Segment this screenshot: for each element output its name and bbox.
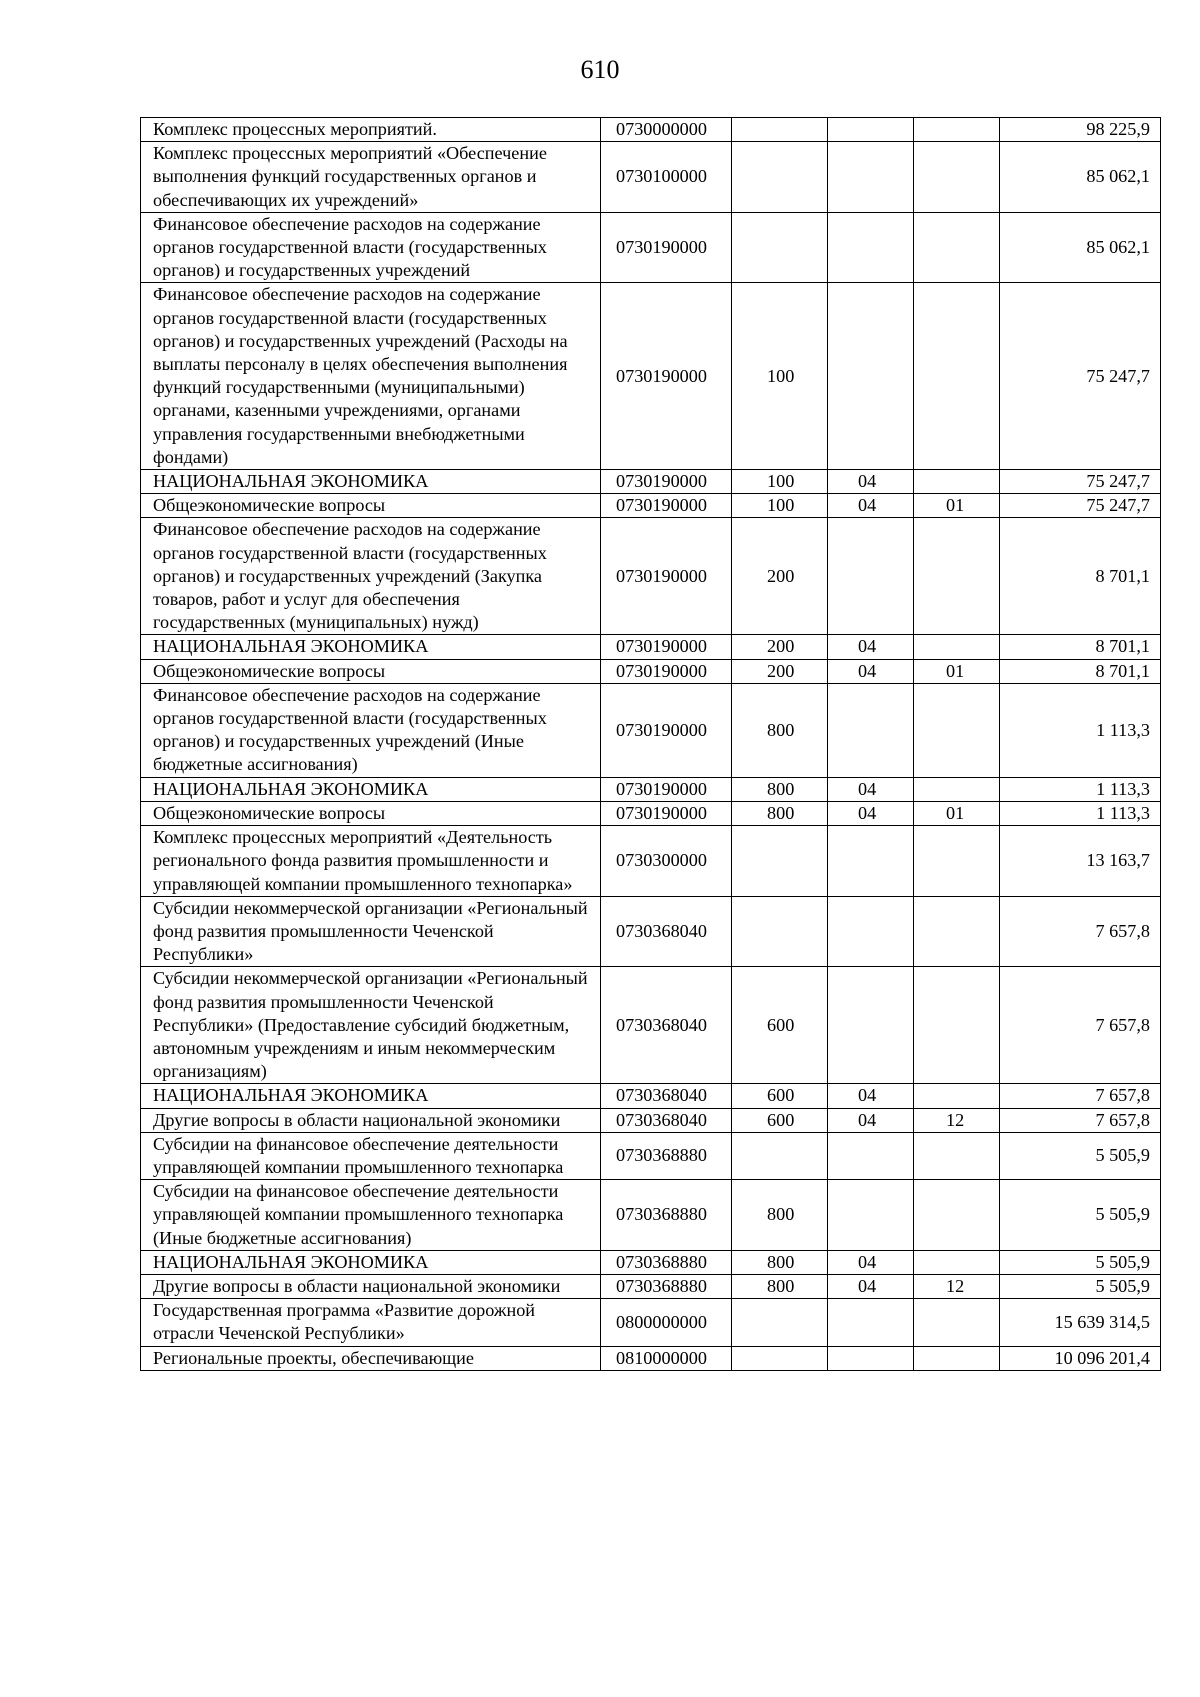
- target-code-cell: 0730190000: [601, 494, 732, 518]
- row-name-cell: Субсидии на финансовое обеспечение деятельности управляющей компании промышленного технопарка: [141, 1132, 601, 1179]
- target-code-cell: 0730368040: [601, 1084, 732, 1108]
- section-cell: 04: [828, 1274, 914, 1298]
- target-code-cell: 0810000000: [601, 1346, 732, 1370]
- target-code-cell: 0800000000: [601, 1299, 732, 1346]
- target-code-cell: 0730190000: [601, 518, 732, 635]
- amount-cell: 10 096 201,4: [1000, 1346, 1161, 1370]
- table-row: [141, 1274, 1161, 1298]
- row-name-cell: НАЦИОНАЛЬНАЯ ЭКОНОМИКА: [141, 1084, 601, 1108]
- row-name-cell: Региональные проекты, обеспечивающие: [141, 1346, 601, 1370]
- amount-cell: 8 701,1: [1000, 635, 1161, 659]
- expense-type-cell: 600: [732, 1084, 828, 1108]
- target-code-cell: 0730368040: [601, 896, 732, 967]
- table-row: [141, 777, 1161, 801]
- section-cell: 04: [828, 635, 914, 659]
- subsection-cell: [914, 1250, 1000, 1274]
- section-cell: 04: [828, 470, 914, 494]
- target-code-cell: 0730190000: [601, 635, 732, 659]
- subsection-cell: [914, 518, 1000, 635]
- expense-type-cell: 200: [732, 518, 828, 635]
- row-name-cell: Общеэкономические вопросы: [141, 659, 601, 683]
- amount-cell: 8 701,1: [1000, 518, 1161, 635]
- row-name-cell: НАЦИОНАЛЬНАЯ ЭКОНОМИКА: [141, 635, 601, 659]
- section-cell: [828, 1346, 914, 1370]
- table-row: [141, 826, 1161, 897]
- target-code-cell: 0730190000: [601, 470, 732, 494]
- section-cell: 04: [828, 1084, 914, 1108]
- row-name-cell: Комплекс процессных мероприятий «Деятельность регионального фонда развития промышленности и управляющей компании промышленного технопарка»: [141, 826, 601, 897]
- subsection-cell: [914, 142, 1000, 213]
- subsection-cell: 01: [914, 494, 1000, 518]
- table-row: [141, 118, 1161, 142]
- row-name-cell: Финансовое обеспечение расходов на содержание органов государственной власти (государственных органов) и государственных учреждений: [141, 212, 601, 283]
- subsection-cell: 12: [914, 1274, 1000, 1298]
- amount-cell: 7 657,8: [1000, 1084, 1161, 1108]
- amount-cell: 7 657,8: [1000, 1108, 1161, 1132]
- table-row: [141, 1299, 1161, 1346]
- expense-type-cell: 800: [732, 777, 828, 801]
- amount-cell: 5 505,9: [1000, 1250, 1161, 1274]
- section-cell: 04: [828, 659, 914, 683]
- subsection-cell: [914, 212, 1000, 283]
- expense-type-cell: [732, 212, 828, 283]
- target-code-cell: 0730190000: [601, 212, 732, 283]
- target-code-cell: 0730368880: [601, 1250, 732, 1274]
- target-code-cell: 0730190000: [601, 777, 732, 801]
- section-cell: [828, 283, 914, 470]
- subsection-cell: [914, 826, 1000, 897]
- amount-cell: 8 701,1: [1000, 659, 1161, 683]
- row-name-cell: НАЦИОНАЛЬНАЯ ЭКОНОМИКА: [141, 1250, 601, 1274]
- amount-cell: 1 113,3: [1000, 777, 1161, 801]
- expense-type-cell: [732, 142, 828, 213]
- section-cell: [828, 142, 914, 213]
- subsection-cell: [914, 1132, 1000, 1179]
- section-cell: [828, 1299, 914, 1346]
- table-row: [141, 283, 1161, 470]
- expense-type-cell: 100: [732, 494, 828, 518]
- table-row: [141, 1132, 1161, 1179]
- target-code-cell: 0730368880: [601, 1132, 732, 1179]
- expense-type-cell: 800: [732, 1250, 828, 1274]
- target-code-cell: 0730190000: [601, 659, 732, 683]
- target-code-cell: 0730000000: [601, 118, 732, 142]
- subsection-cell: [914, 283, 1000, 470]
- expense-type-cell: 200: [732, 659, 828, 683]
- target-code-cell: 0730368880: [601, 1274, 732, 1298]
- subsection-cell: [914, 1346, 1000, 1370]
- table-row: [141, 212, 1161, 283]
- row-name-cell: Финансовое обеспечение расходов на содержание органов государственной власти (государственных органов) и государственных учреждений (Иные бюджетные ассигнования): [141, 683, 601, 777]
- subsection-cell: [914, 777, 1000, 801]
- subsection-cell: 12: [914, 1108, 1000, 1132]
- table-row: [141, 683, 1161, 777]
- table-row: [141, 142, 1161, 213]
- target-code-cell: 0730368880: [601, 1180, 732, 1251]
- expense-type-cell: 800: [732, 1180, 828, 1251]
- row-name-cell: Государственная программа «Развитие дорожной отрасли Чеченской Республики»: [141, 1299, 601, 1346]
- row-name-cell: Общеэкономические вопросы: [141, 494, 601, 518]
- amount-cell: 5 505,9: [1000, 1132, 1161, 1179]
- amount-cell: 13 163,7: [1000, 826, 1161, 897]
- table-row: [141, 1180, 1161, 1251]
- expense-type-cell: [732, 896, 828, 967]
- row-name-cell: Субсидии на финансовое обеспечение деятельности управляющей компании промышленного технопарка (Иные бюджетные ассигнования): [141, 1180, 601, 1251]
- row-name-cell: Субсидии некоммерческой организации «Региональный фонд развития промышленности Чеченской Республики»: [141, 896, 601, 967]
- amount-cell: 5 505,9: [1000, 1274, 1161, 1298]
- table-row: [141, 1108, 1161, 1132]
- subsection-cell: [914, 683, 1000, 777]
- row-name-cell: Общеэкономические вопросы: [141, 801, 601, 825]
- expense-type-cell: 800: [732, 801, 828, 825]
- table-row: [141, 635, 1161, 659]
- section-cell: [828, 518, 914, 635]
- subsection-cell: [914, 1084, 1000, 1108]
- section-cell: [828, 967, 914, 1084]
- budget-table-body: [141, 118, 1161, 1371]
- amount-cell: 75 247,7: [1000, 470, 1161, 494]
- table-row: [141, 1250, 1161, 1274]
- expense-type-cell: 200: [732, 635, 828, 659]
- target-code-cell: 0730190000: [601, 283, 732, 470]
- row-name-cell: НАЦИОНАЛЬНАЯ ЭКОНОМИКА: [141, 777, 601, 801]
- subsection-cell: 01: [914, 659, 1000, 683]
- page-number: 610: [580, 55, 620, 84]
- target-code-cell: 0730100000: [601, 142, 732, 213]
- table-row: [141, 1084, 1161, 1108]
- table-row: [141, 967, 1161, 1084]
- expense-type-cell: 600: [732, 1108, 828, 1132]
- table-row: [141, 1346, 1161, 1370]
- section-cell: [828, 1180, 914, 1251]
- expense-type-cell: [732, 118, 828, 142]
- target-code-cell: 0730190000: [601, 801, 732, 825]
- row-name-cell: Субсидии некоммерческой организации «Региональный фонд развития промышленности Чеченской Республики» (Предоставление субсидий бюджетным, автономным учреждениям и иным некоммерческим организациям): [141, 967, 601, 1084]
- expense-type-cell: [732, 826, 828, 897]
- target-code-cell: 0730368040: [601, 1108, 732, 1132]
- expense-type-cell: 100: [732, 470, 828, 494]
- subsection-cell: [914, 1299, 1000, 1346]
- expense-type-cell: [732, 1346, 828, 1370]
- table-row: [141, 659, 1161, 683]
- section-cell: 04: [828, 494, 914, 518]
- section-cell: 04: [828, 1108, 914, 1132]
- expense-type-cell: 100: [732, 283, 828, 470]
- expense-type-cell: 800: [732, 683, 828, 777]
- table-row: [141, 518, 1161, 635]
- section-cell: [828, 896, 914, 967]
- amount-cell: 98 225,9: [1000, 118, 1161, 142]
- row-name-cell: Финансовое обеспечение расходов на содержание органов государственной власти (государственных органов) и государственных учреждений (Закупка товаров, работ и услуг для обеспечения государственных (муниципальных) нужд): [141, 518, 601, 635]
- subsection-cell: [914, 896, 1000, 967]
- table-row: [141, 801, 1161, 825]
- section-cell: 04: [828, 801, 914, 825]
- section-cell: [828, 683, 914, 777]
- table-row: [141, 494, 1161, 518]
- target-code-cell: 0730368040: [601, 967, 732, 1084]
- row-name-cell: Комплекс процессных мероприятий «Обеспечение выполнения функций государственных органов и обеспечивающих их учреждений»: [141, 142, 601, 213]
- row-name-cell: Комплекс процессных мероприятий.: [141, 118, 601, 142]
- expense-type-cell: 600: [732, 967, 828, 1084]
- budget-table: [140, 117, 1161, 1371]
- expense-type-cell: [732, 1132, 828, 1179]
- subsection-cell: [914, 470, 1000, 494]
- amount-cell: 7 657,8: [1000, 967, 1161, 1084]
- subsection-cell: [914, 967, 1000, 1084]
- table-row: [141, 470, 1161, 494]
- target-code-cell: 0730300000: [601, 826, 732, 897]
- target-code-cell: 0730190000: [601, 683, 732, 777]
- amount-cell: 85 062,1: [1000, 212, 1161, 283]
- subsection-cell: [914, 118, 1000, 142]
- row-name-cell: Финансовое обеспечение расходов на содержание органов государственной власти (государственных органов) и государственных учреждений (Расходы на выплаты персоналу в целях обеспечения выполнения функций государственными (муниципальными) органами, казенными учреждениями, органами управления государственными внебюджетными фондами): [141, 283, 601, 470]
- row-name-cell: НАЦИОНАЛЬНАЯ ЭКОНОМИКА: [141, 470, 601, 494]
- table-row: [141, 896, 1161, 967]
- amount-cell: 1 113,3: [1000, 801, 1161, 825]
- amount-cell: 7 657,8: [1000, 896, 1161, 967]
- section-cell: [828, 1132, 914, 1179]
- section-cell: [828, 826, 914, 897]
- amount-cell: 15 639 314,5: [1000, 1299, 1161, 1346]
- amount-cell: 85 062,1: [1000, 142, 1161, 213]
- section-cell: 04: [828, 1250, 914, 1274]
- subsection-cell: [914, 1180, 1000, 1251]
- section-cell: 04: [828, 777, 914, 801]
- section-cell: [828, 118, 914, 142]
- subsection-cell: [914, 635, 1000, 659]
- row-name-cell: Другие вопросы в области национальной экономики: [141, 1274, 601, 1298]
- amount-cell: 75 247,7: [1000, 283, 1161, 470]
- subsection-cell: 01: [914, 801, 1000, 825]
- amount-cell: 1 113,3: [1000, 683, 1161, 777]
- amount-cell: 75 247,7: [1000, 494, 1161, 518]
- expense-type-cell: [732, 1299, 828, 1346]
- expense-type-cell: 800: [732, 1274, 828, 1298]
- amount-cell: 5 505,9: [1000, 1180, 1161, 1251]
- section-cell: [828, 212, 914, 283]
- row-name-cell: Другие вопросы в области национальной экономики: [141, 1108, 601, 1132]
